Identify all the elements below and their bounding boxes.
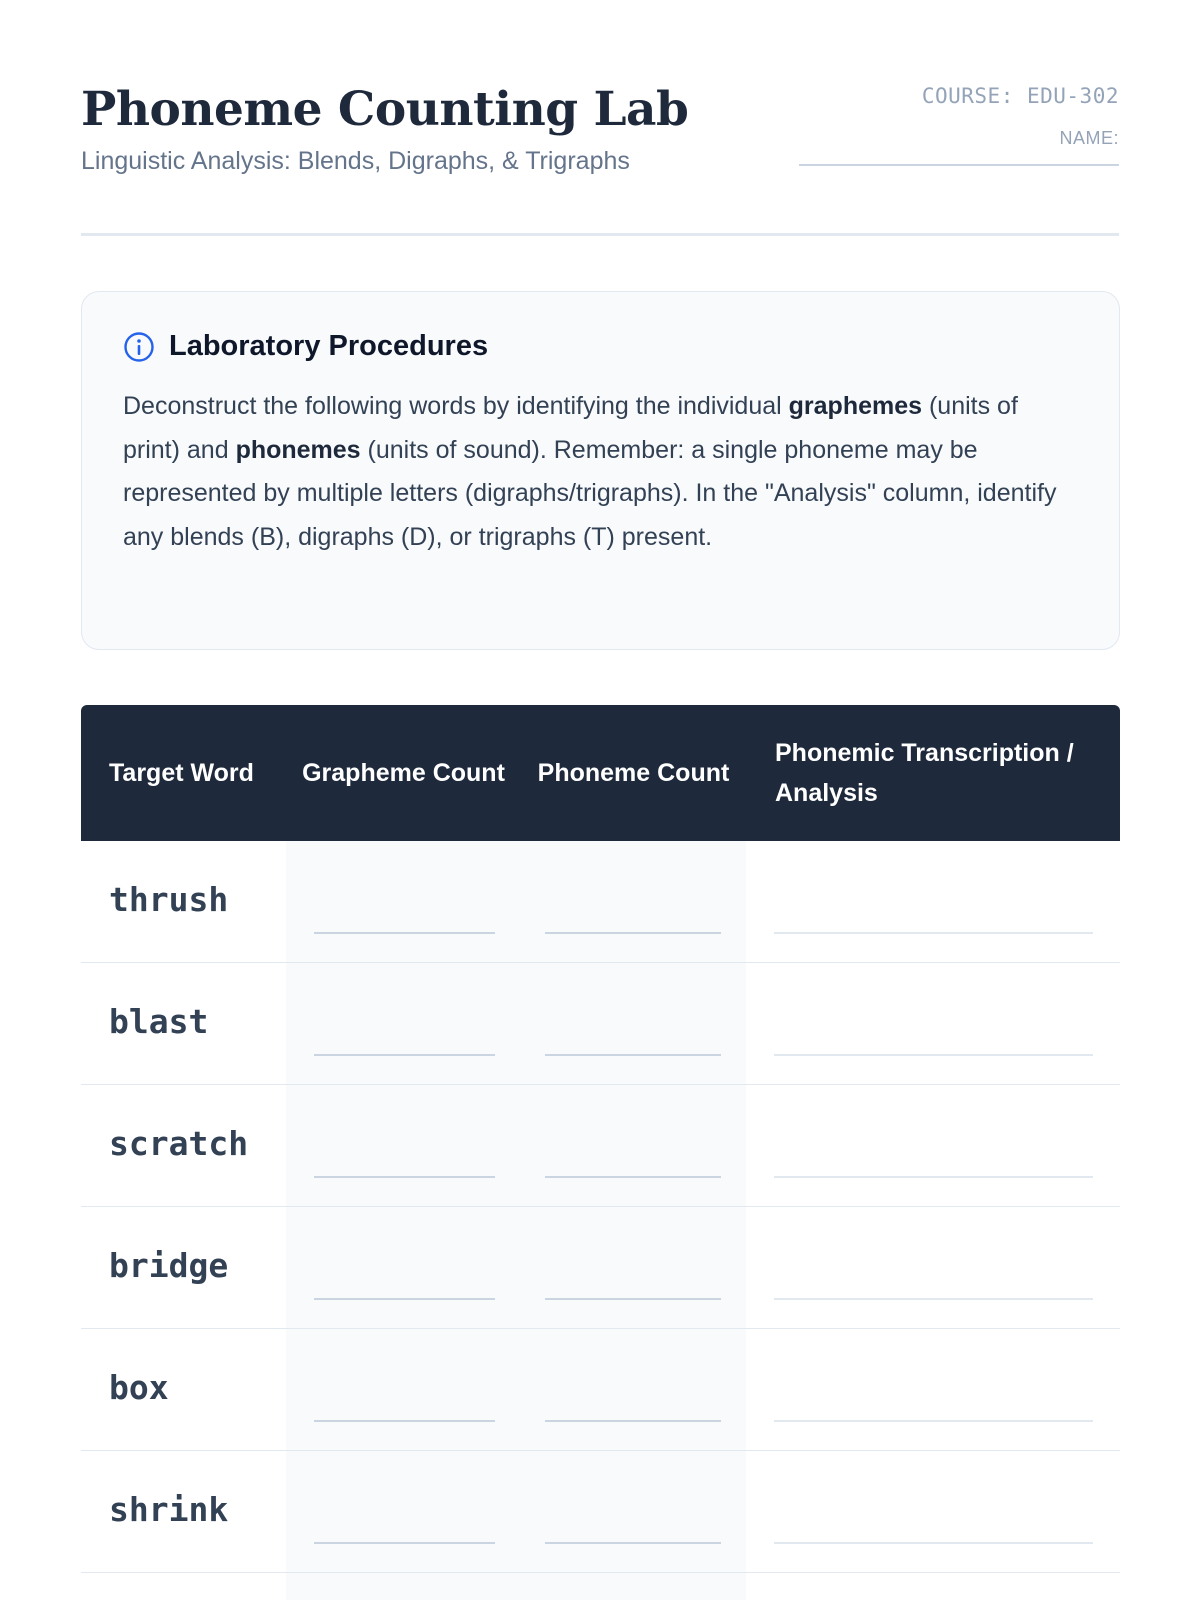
header-phoneme-count: Phoneme Count bbox=[537, 759, 730, 787]
info-icon bbox=[123, 331, 155, 363]
procedures-text-part: (units of sound). Remember: a single phoneme may be represented by multiple letters (digraphs/trigraphs). In the "Analysis" column, identify any blends (B), digraphs (D), or trigraphs (T) present. bbox=[123, 435, 1057, 551]
page-header bbox=[81, 0, 1119, 236]
header-target-word: Target Word bbox=[109, 759, 254, 787]
target-word: blast bbox=[109, 1002, 209, 1041]
course-code: COURSE: EDU-302 bbox=[921, 84, 1119, 108]
target-word: box bbox=[109, 1368, 169, 1407]
table-row bbox=[81, 963, 1120, 1085]
grapheme-count-blank[interactable] bbox=[286, 1207, 521, 1328]
table-header bbox=[81, 705, 1120, 841]
procedures-title: Laboratory Procedures bbox=[169, 330, 489, 362]
analysis-blank[interactable] bbox=[746, 963, 1120, 1084]
page-subtitle: Linguistic Analysis: Blends, Digraphs, & Trigraphs bbox=[81, 147, 630, 175]
target-word: thrush bbox=[109, 880, 229, 919]
table-row bbox=[81, 841, 1120, 963]
phoneme-count-blank[interactable] bbox=[521, 963, 746, 1084]
analysis-blank[interactable] bbox=[746, 1207, 1120, 1328]
analysis-blank[interactable] bbox=[746, 1451, 1120, 1572]
grapheme-count-blank[interactable] bbox=[286, 1085, 521, 1206]
table-row bbox=[81, 1329, 1120, 1451]
header-grapheme-count: Grapheme Count bbox=[302, 759, 505, 787]
phonemes-term: phonemes bbox=[235, 435, 361, 464]
phoneme-count-blank[interactable] bbox=[521, 1329, 746, 1450]
procedures-header bbox=[123, 330, 1078, 363]
procedures-text-part: (units of print) and bbox=[123, 392, 1018, 464]
procedures-box bbox=[81, 291, 1120, 650]
grapheme-count-blank[interactable] bbox=[286, 841, 521, 962]
phoneme-count-blank[interactable] bbox=[521, 1207, 746, 1328]
grapheme-count-blank[interactable] bbox=[286, 963, 521, 1084]
grapheme-count-blank[interactable] bbox=[286, 1329, 521, 1450]
grapheme-count-blank[interactable] bbox=[286, 1451, 521, 1572]
graphemes-term: graphemes bbox=[788, 392, 923, 420]
phoneme-table bbox=[81, 705, 1120, 1573]
target-word: shrink bbox=[109, 1490, 229, 1529]
analysis-blank[interactable] bbox=[746, 841, 1120, 962]
procedures-text bbox=[123, 385, 1078, 559]
table-body bbox=[81, 841, 1120, 1573]
phoneme-count-blank[interactable] bbox=[521, 1085, 746, 1206]
table-row bbox=[81, 1451, 1120, 1573]
page-title: Phoneme Counting Lab bbox=[81, 82, 689, 137]
phoneme-count-blank[interactable] bbox=[521, 1451, 746, 1572]
analysis-blank[interactable] bbox=[746, 1085, 1120, 1206]
analysis-blank[interactable] bbox=[746, 1329, 1120, 1450]
procedures-text-part: Deconstruct the following words by identifying the individual bbox=[123, 392, 789, 420]
name-field[interactable] bbox=[799, 128, 1119, 166]
table-row bbox=[81, 1085, 1120, 1207]
course-meta bbox=[799, 84, 1119, 166]
target-word: scratch bbox=[109, 1124, 249, 1163]
header-analysis: Phonemic Transcription / Analysis bbox=[775, 739, 1074, 807]
phoneme-count-blank[interactable] bbox=[521, 841, 746, 962]
name-label: NAME: bbox=[1059, 128, 1119, 148]
target-word: bridge bbox=[109, 1246, 229, 1285]
table-row bbox=[81, 1207, 1120, 1329]
